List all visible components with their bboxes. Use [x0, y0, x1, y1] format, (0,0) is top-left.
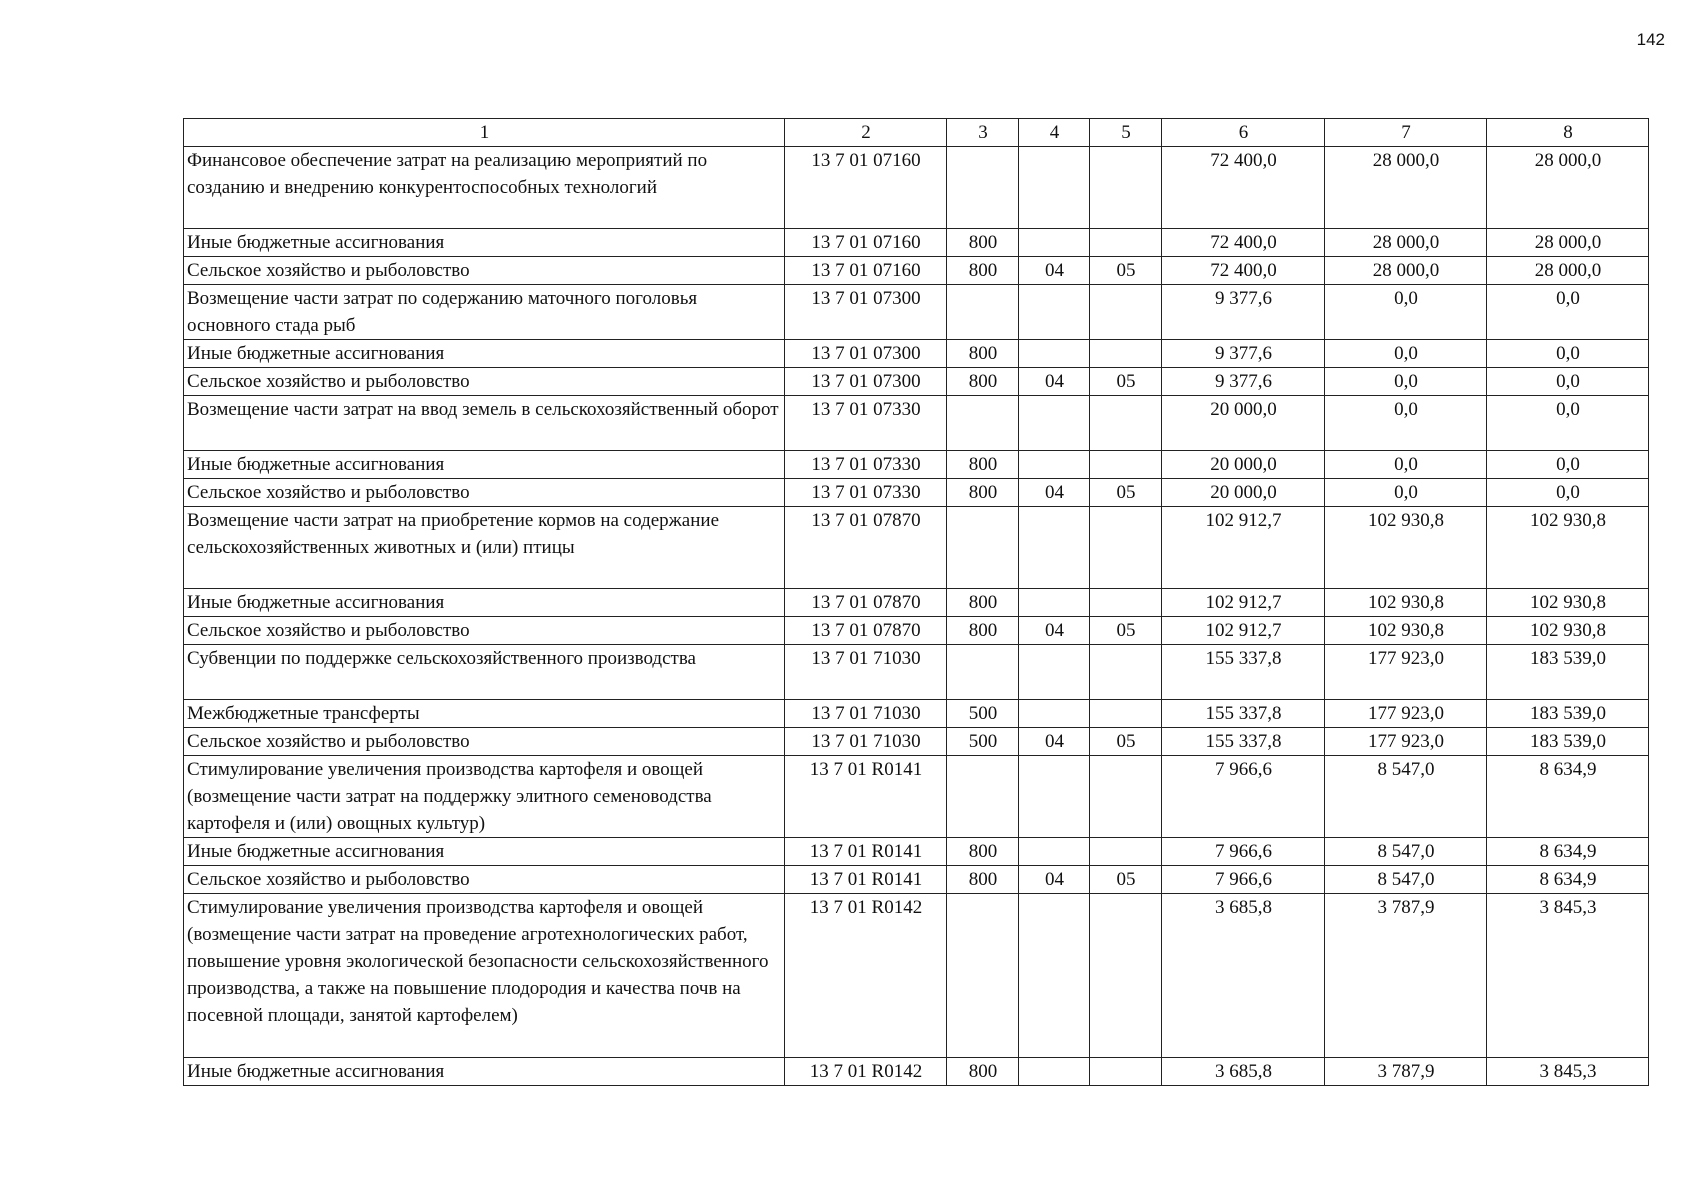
row-col4 — [1019, 756, 1090, 838]
row-code: 13 7 01 R0141 — [785, 838, 947, 866]
row-value-6: 72 400,0 — [1162, 147, 1325, 229]
row-value-7: 8 547,0 — [1325, 756, 1487, 838]
row-name: Иные бюджетные ассигнования — [184, 1058, 785, 1086]
row-value-8: 28 000,0 — [1487, 147, 1649, 229]
row-value-6: 7 966,6 — [1162, 838, 1325, 866]
row-code: 13 7 01 R0141 — [785, 756, 947, 838]
header-cell: 1 — [184, 119, 785, 147]
row-value-8: 8 634,9 — [1487, 756, 1649, 838]
row-value-6: 155 337,8 — [1162, 728, 1325, 756]
row-value-6: 102 912,7 — [1162, 589, 1325, 617]
row-col3 — [947, 396, 1019, 451]
row-value-6: 155 337,8 — [1162, 645, 1325, 700]
row-col5: 05 — [1090, 479, 1162, 507]
row-col3: 800 — [947, 617, 1019, 645]
row-value-8: 102 930,8 — [1487, 589, 1649, 617]
row-value-8: 0,0 — [1487, 451, 1649, 479]
row-col5: 05 — [1090, 368, 1162, 396]
row-value-7: 3 787,9 — [1325, 894, 1487, 1058]
budget-table — [183, 118, 1649, 1086]
row-code: 13 7 01 07330 — [785, 451, 947, 479]
row-code: 13 7 01 07870 — [785, 617, 947, 645]
row-name: Иные бюджетные ассигнования — [184, 589, 785, 617]
row-col3: 800 — [947, 229, 1019, 257]
row-code: 13 7 01 71030 — [785, 700, 947, 728]
row-name: Сельское хозяйство и рыболовство — [184, 257, 785, 285]
row-col4 — [1019, 700, 1090, 728]
row-col5 — [1090, 396, 1162, 451]
row-name: Иные бюджетные ассигнования — [184, 229, 785, 257]
row-name: Сельское хозяйство и рыболовство — [184, 368, 785, 396]
row-value-6: 20 000,0 — [1162, 479, 1325, 507]
row-value-8: 0,0 — [1487, 479, 1649, 507]
table-row — [184, 479, 1649, 507]
row-col4: 04 — [1019, 866, 1090, 894]
table-row — [184, 645, 1649, 700]
row-name: Иные бюджетные ассигнования — [184, 340, 785, 368]
row-value-7: 177 923,0 — [1325, 700, 1487, 728]
row-value-8: 0,0 — [1487, 368, 1649, 396]
row-col3: 800 — [947, 838, 1019, 866]
row-value-6: 102 912,7 — [1162, 617, 1325, 645]
row-name: Субвенции по поддержке сельскохозяйственного производства — [184, 645, 785, 700]
row-value-7: 177 923,0 — [1325, 645, 1487, 700]
row-code: 13 7 01 71030 — [785, 645, 947, 700]
row-col5 — [1090, 589, 1162, 617]
row-value-7: 0,0 — [1325, 285, 1487, 340]
row-code: 13 7 01 71030 — [785, 728, 947, 756]
row-col3 — [947, 756, 1019, 838]
row-col4 — [1019, 1058, 1090, 1086]
row-code: 13 7 01 R0142 — [785, 894, 947, 1058]
row-code: 13 7 01 07870 — [785, 507, 947, 589]
row-code: 13 7 01 07330 — [785, 479, 947, 507]
row-col5: 05 — [1090, 728, 1162, 756]
row-col4 — [1019, 645, 1090, 700]
row-col5 — [1090, 285, 1162, 340]
row-col5 — [1090, 894, 1162, 1058]
row-name: Межбюджетные трансферты — [184, 700, 785, 728]
row-value-8: 3 845,3 — [1487, 894, 1649, 1058]
row-col3: 800 — [947, 1058, 1019, 1086]
row-name: Сельское хозяйство и рыболовство — [184, 728, 785, 756]
row-code: 13 7 01 07160 — [785, 147, 947, 229]
row-col4 — [1019, 894, 1090, 1058]
row-col3 — [947, 507, 1019, 589]
row-col3 — [947, 285, 1019, 340]
table-row — [184, 617, 1649, 645]
row-col4: 04 — [1019, 257, 1090, 285]
row-value-7: 8 547,0 — [1325, 866, 1487, 894]
row-value-8: 183 539,0 — [1487, 645, 1649, 700]
row-value-8: 0,0 — [1487, 396, 1649, 451]
row-value-7: 0,0 — [1325, 451, 1487, 479]
row-col5: 05 — [1090, 617, 1162, 645]
row-value-7: 0,0 — [1325, 479, 1487, 507]
table-row — [184, 756, 1649, 838]
row-value-7: 102 930,8 — [1325, 507, 1487, 589]
row-col4 — [1019, 507, 1090, 589]
header-cell: 8 — [1487, 119, 1649, 147]
row-col4 — [1019, 285, 1090, 340]
row-col4: 04 — [1019, 728, 1090, 756]
row-name: Иные бюджетные ассигнования — [184, 451, 785, 479]
row-col5 — [1090, 1058, 1162, 1086]
row-col3 — [947, 894, 1019, 1058]
row-value-8: 102 930,8 — [1487, 617, 1649, 645]
row-value-6: 102 912,7 — [1162, 507, 1325, 589]
row-col5 — [1090, 147, 1162, 229]
row-col3: 800 — [947, 866, 1019, 894]
row-code: 13 7 01 R0141 — [785, 866, 947, 894]
row-name: Стимулирование увеличения производства картофеля и овощей (возмещение части затрат на проведение агротехнологических работ, повышение уровня экологической безопасности сельскохозяйственного производства, а также на повышение плодородия и качества почв на посевной площади, занятой картофелем) — [184, 894, 785, 1058]
row-col3 — [947, 645, 1019, 700]
row-name: Сельское хозяйство и рыболовство — [184, 866, 785, 894]
row-code: 13 7 01 07160 — [785, 257, 947, 285]
table-row — [184, 451, 1649, 479]
row-col3 — [947, 147, 1019, 229]
row-value-7: 102 930,8 — [1325, 589, 1487, 617]
row-col4 — [1019, 340, 1090, 368]
row-value-7: 0,0 — [1325, 396, 1487, 451]
header-cell: 6 — [1162, 119, 1325, 147]
row-value-7: 8 547,0 — [1325, 838, 1487, 866]
row-code: 13 7 01 07870 — [785, 589, 947, 617]
row-value-7: 0,0 — [1325, 340, 1487, 368]
row-value-6: 20 000,0 — [1162, 396, 1325, 451]
row-value-6: 3 685,8 — [1162, 1058, 1325, 1086]
table-row — [184, 368, 1649, 396]
table-row — [184, 1058, 1649, 1086]
row-col4 — [1019, 147, 1090, 229]
row-value-8: 183 539,0 — [1487, 700, 1649, 728]
row-col5 — [1090, 838, 1162, 866]
row-name: Возмещение части затрат на приобретение кормов на содержание сельскохозяйственных животных и (или) птицы — [184, 507, 785, 589]
row-col5: 05 — [1090, 257, 1162, 285]
row-value-6: 72 400,0 — [1162, 229, 1325, 257]
row-value-7: 102 930,8 — [1325, 617, 1487, 645]
row-value-7: 28 000,0 — [1325, 257, 1487, 285]
row-code: 13 7 01 07300 — [785, 368, 947, 396]
row-col3: 500 — [947, 728, 1019, 756]
table-row — [184, 229, 1649, 257]
row-col5: 05 — [1090, 866, 1162, 894]
row-col3: 800 — [947, 340, 1019, 368]
row-col5 — [1090, 645, 1162, 700]
row-code: 13 7 01 07330 — [785, 396, 947, 451]
header-cell: 2 — [785, 119, 947, 147]
row-value-7: 28 000,0 — [1325, 229, 1487, 257]
row-name: Финансовое обеспечение затрат на реализацию мероприятий по созданию и внедрению конкурентоспособных технологий — [184, 147, 785, 229]
row-value-6: 9 377,6 — [1162, 368, 1325, 396]
row-name: Сельское хозяйство и рыболовство — [184, 479, 785, 507]
table-row — [184, 147, 1649, 229]
row-value-7: 3 787,9 — [1325, 1058, 1487, 1086]
table-row — [184, 507, 1649, 589]
row-code: 13 7 01 07300 — [785, 285, 947, 340]
row-col3: 800 — [947, 589, 1019, 617]
row-name: Иные бюджетные ассигнования — [184, 838, 785, 866]
row-code: 13 7 01 R0142 — [785, 1058, 947, 1086]
row-value-8: 183 539,0 — [1487, 728, 1649, 756]
row-col5 — [1090, 229, 1162, 257]
row-col3: 800 — [947, 451, 1019, 479]
row-col4: 04 — [1019, 479, 1090, 507]
row-value-8: 28 000,0 — [1487, 229, 1649, 257]
row-col3: 800 — [947, 368, 1019, 396]
header-cell: 4 — [1019, 119, 1090, 147]
table-row — [184, 257, 1649, 285]
table-header-row — [184, 119, 1649, 147]
header-cell: 5 — [1090, 119, 1162, 147]
row-value-8: 102 930,8 — [1487, 507, 1649, 589]
page-number: 142 — [1636, 30, 1665, 49]
row-value-7: 177 923,0 — [1325, 728, 1487, 756]
row-code: 13 7 01 07300 — [785, 340, 947, 368]
row-code: 13 7 01 07160 — [785, 229, 947, 257]
row-col5 — [1090, 507, 1162, 589]
table-row — [184, 894, 1649, 1058]
table-row — [184, 700, 1649, 728]
table-row — [184, 838, 1649, 866]
row-value-7: 0,0 — [1325, 368, 1487, 396]
row-col4: 04 — [1019, 617, 1090, 645]
row-col5 — [1090, 700, 1162, 728]
row-value-8: 28 000,0 — [1487, 257, 1649, 285]
row-value-6: 3 685,8 — [1162, 894, 1325, 1058]
row-col4 — [1019, 838, 1090, 866]
row-value-6: 20 000,0 — [1162, 451, 1325, 479]
row-value-8: 8 634,9 — [1487, 866, 1649, 894]
row-name: Возмещение части затрат по содержанию маточного поголовья основного стада рыб — [184, 285, 785, 340]
header-cell: 7 — [1325, 119, 1487, 147]
row-col5 — [1090, 756, 1162, 838]
row-name: Возмещение части затрат на ввод земель в сельскохозяйственный оборот — [184, 396, 785, 451]
row-value-8: 8 634,9 — [1487, 838, 1649, 866]
table-row — [184, 866, 1649, 894]
table-row — [184, 728, 1649, 756]
table-row — [184, 396, 1649, 451]
table-row — [184, 285, 1649, 340]
row-value-6: 7 966,6 — [1162, 866, 1325, 894]
row-value-7: 28 000,0 — [1325, 147, 1487, 229]
row-name: Стимулирование увеличения производства картофеля и овощей (возмещение части затрат на поддержку элитного семеноводства картофеля и (или) овощных культур) — [184, 756, 785, 838]
row-value-6: 9 377,6 — [1162, 340, 1325, 368]
table-row — [184, 589, 1649, 617]
row-value-6: 72 400,0 — [1162, 257, 1325, 285]
row-col5 — [1090, 451, 1162, 479]
row-col4 — [1019, 589, 1090, 617]
row-col3: 800 — [947, 257, 1019, 285]
row-value-6: 155 337,8 — [1162, 700, 1325, 728]
table-row — [184, 340, 1649, 368]
row-col4 — [1019, 229, 1090, 257]
header-cell: 3 — [947, 119, 1019, 147]
row-value-8: 0,0 — [1487, 340, 1649, 368]
row-col4: 04 — [1019, 368, 1090, 396]
row-col3: 800 — [947, 479, 1019, 507]
row-value-8: 3 845,3 — [1487, 1058, 1649, 1086]
row-name: Сельское хозяйство и рыболовство — [184, 617, 785, 645]
row-value-8: 0,0 — [1487, 285, 1649, 340]
row-col4 — [1019, 396, 1090, 451]
row-col5 — [1090, 340, 1162, 368]
row-col4 — [1019, 451, 1090, 479]
row-value-6: 7 966,6 — [1162, 756, 1325, 838]
row-value-6: 9 377,6 — [1162, 285, 1325, 340]
row-col3: 500 — [947, 700, 1019, 728]
